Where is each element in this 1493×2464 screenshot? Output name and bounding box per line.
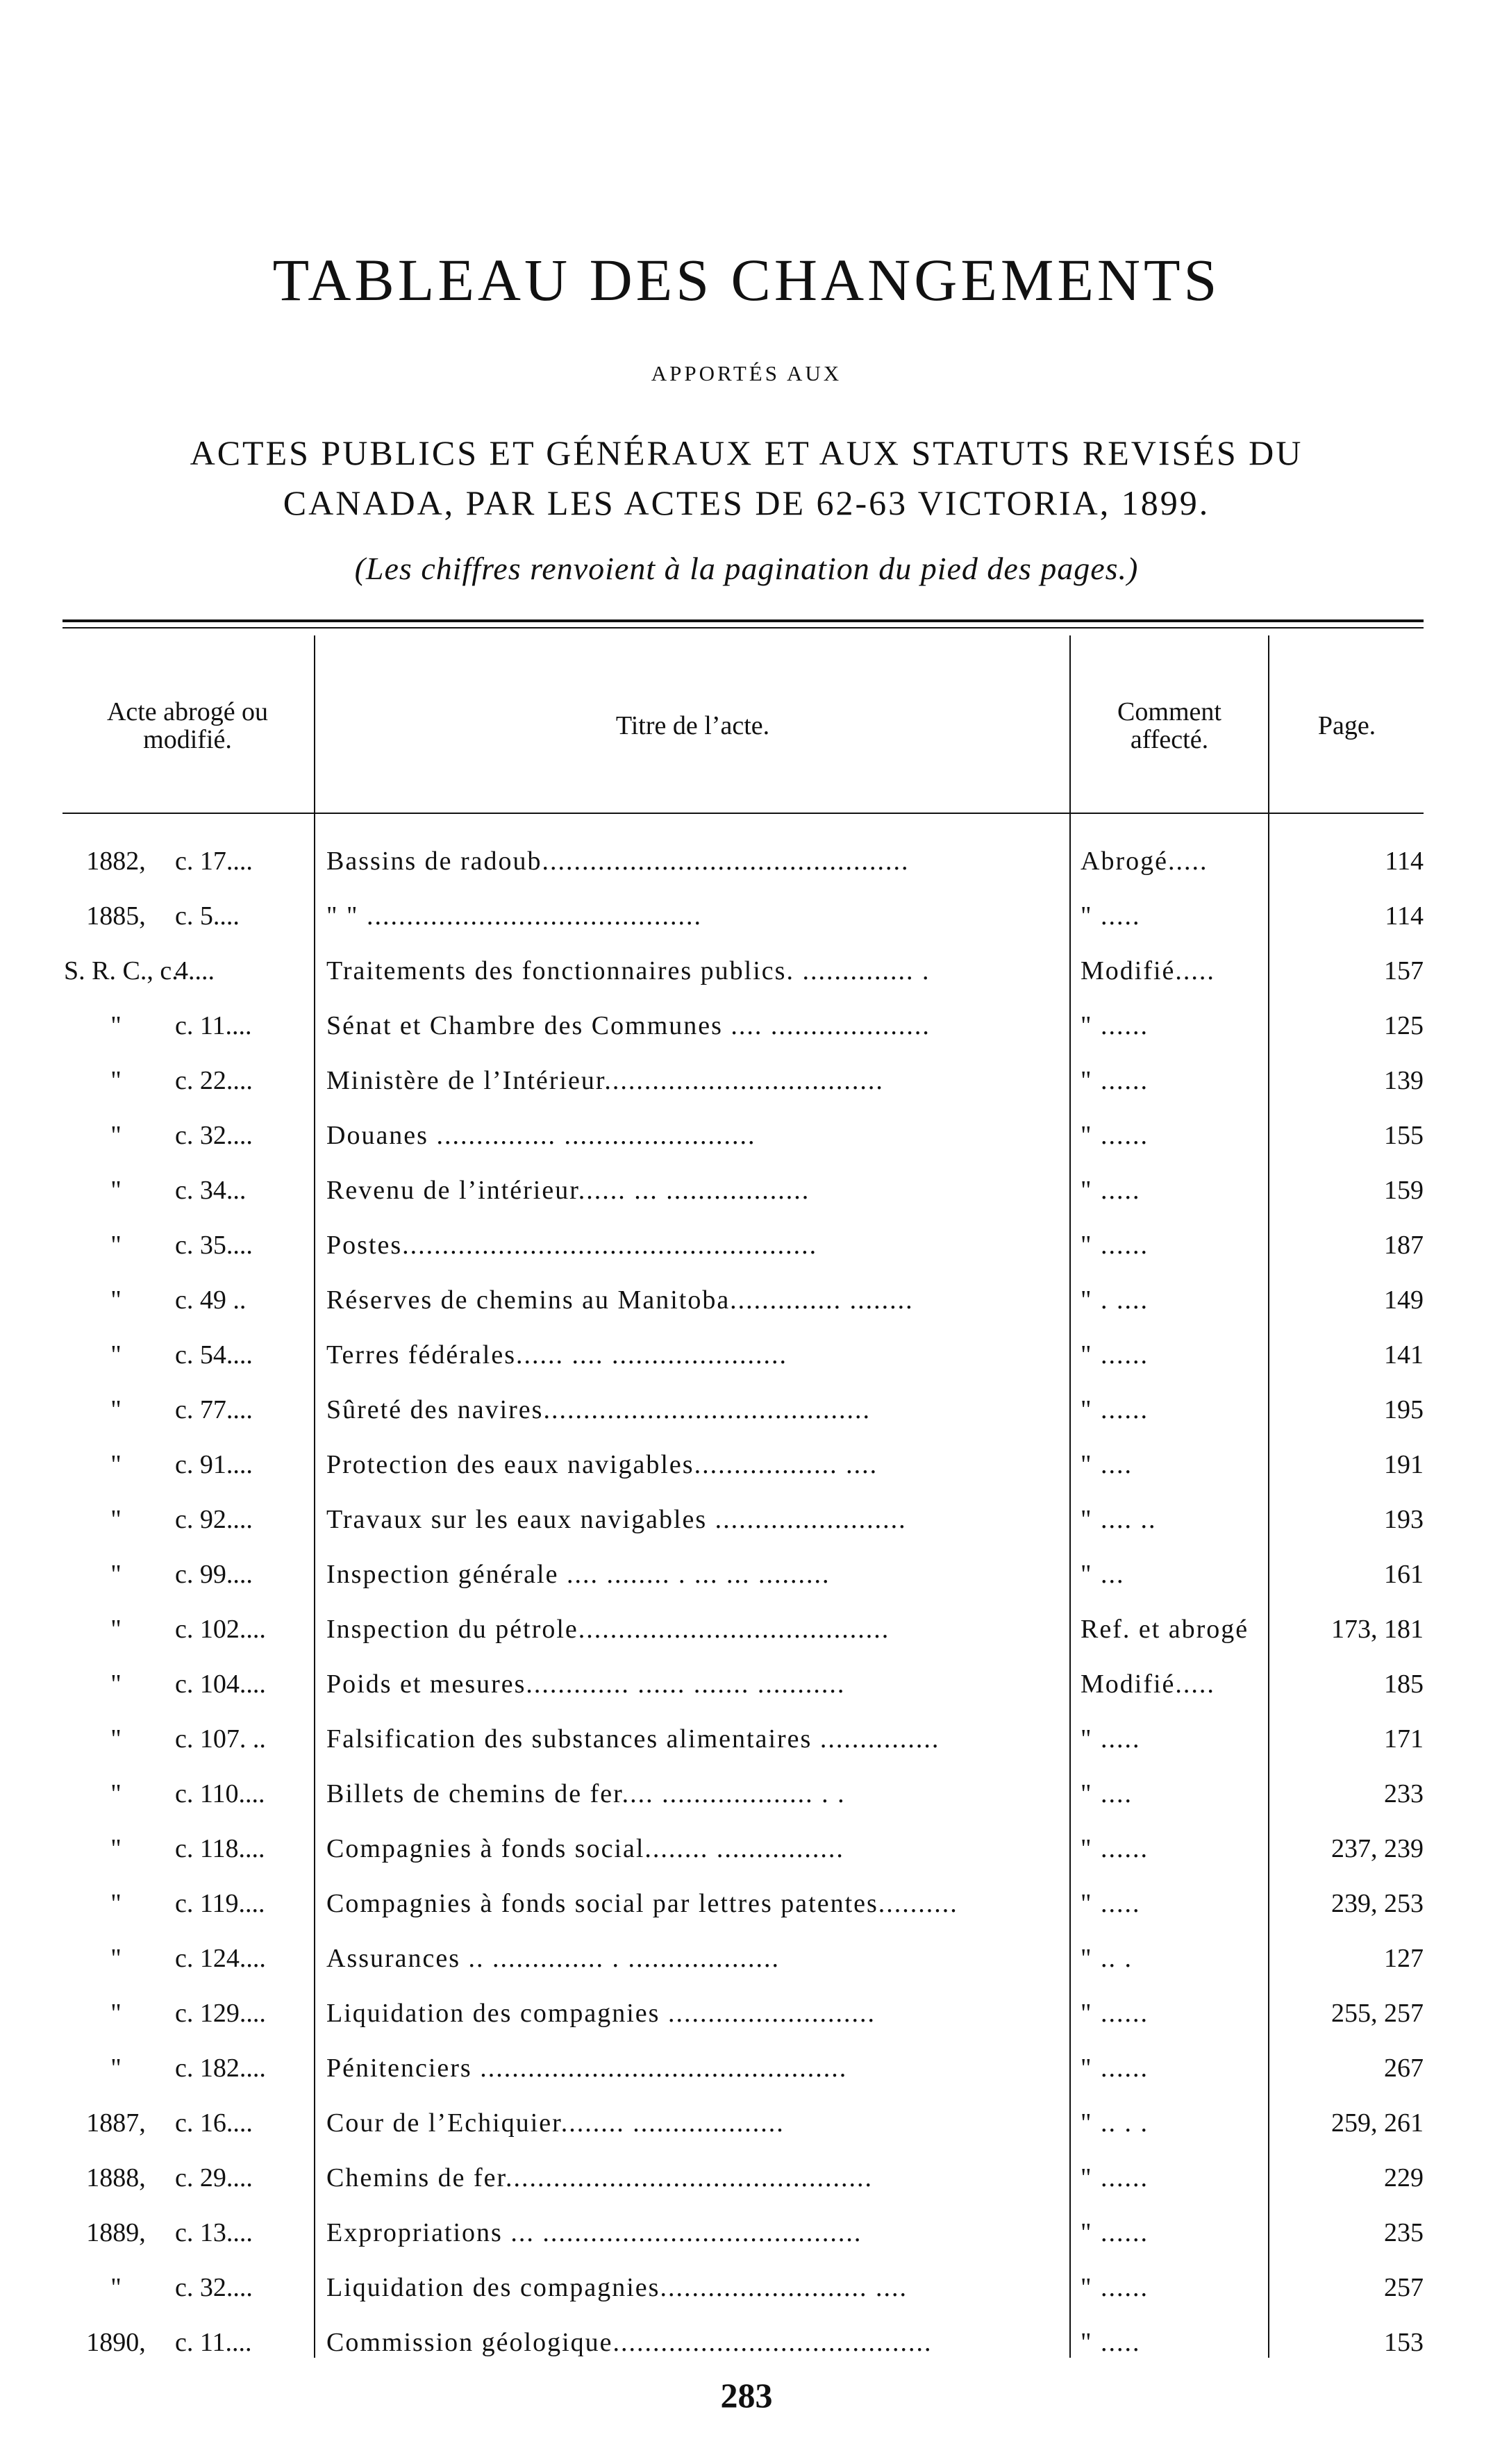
table-row bbox=[0, 2047, 1493, 2102]
act-year: " bbox=[110, 1066, 122, 1095]
how-affected: " ...... bbox=[1081, 2163, 1149, 2192]
page-ref: 155 bbox=[1384, 1121, 1424, 1150]
page-ref: 157 bbox=[1384, 956, 1424, 985]
act-year: " bbox=[110, 1011, 122, 1040]
act-year: " bbox=[110, 2054, 122, 2083]
act-title: Compagnies à fonds social........ ................ bbox=[326, 1834, 844, 1863]
page-title: TABLEAU DES CHANGEMENTS bbox=[272, 247, 1221, 313]
act-year: " bbox=[110, 1340, 122, 1370]
act-year: " bbox=[110, 1395, 122, 1424]
how-affected: " .. . . bbox=[1081, 2108, 1149, 2138]
act-title: Réserves de chemins au Manitoba.............. ........ bbox=[326, 1285, 914, 1315]
table-row bbox=[0, 1828, 1493, 1883]
column-header-act-line-2: modifié. bbox=[143, 725, 232, 754]
table-row bbox=[0, 2102, 1493, 2157]
act-year: " bbox=[110, 1889, 122, 1918]
act-year: " bbox=[110, 1999, 122, 2028]
act-title: Protection des eaux navigables.................. .... bbox=[326, 1450, 878, 1479]
act-title: Assurances .. .............. . ................... bbox=[326, 1944, 781, 1973]
column-header-how-line-1: Comment bbox=[1117, 697, 1221, 726]
act-chapter: c. 129.... bbox=[175, 1999, 266, 2028]
act-title: Billets de chemins de fer.... ................... . . bbox=[326, 1779, 846, 1808]
page-ref: 255, 257 bbox=[1331, 1999, 1424, 2028]
page-ref: 267 bbox=[1384, 2054, 1424, 2083]
act-year: 1889, bbox=[86, 2218, 146, 2247]
act-year: 1885, bbox=[86, 901, 146, 931]
how-affected: " ..... bbox=[1081, 1724, 1141, 1754]
act-year: S. R. C., c. bbox=[64, 956, 178, 985]
act-year: " bbox=[110, 1724, 122, 1754]
act-title: Revenu de l’intérieur...... ... .................. bbox=[326, 1176, 810, 1205]
page-ref: 187 bbox=[1384, 1231, 1424, 1260]
subtitle: APPORTÉS AUX bbox=[651, 361, 842, 385]
page-ref: 114 bbox=[1385, 901, 1424, 931]
act-year: " bbox=[110, 1121, 122, 1150]
act-chapter: c. 110.... bbox=[175, 1779, 265, 1808]
column-header-act bbox=[66, 698, 309, 754]
page-ref: 125 bbox=[1384, 1011, 1424, 1040]
table-row bbox=[0, 1663, 1493, 1718]
act-year: 1890, bbox=[86, 2328, 146, 2357]
table-row bbox=[0, 1224, 1493, 1279]
act-chapter: c. 32.... bbox=[175, 1121, 253, 1150]
table-row bbox=[0, 840, 1493, 895]
act-chapter: c. 32.... bbox=[175, 2273, 253, 2302]
page-ref: 195 bbox=[1384, 1395, 1424, 1424]
act-chapter: c. 182.... bbox=[175, 2054, 266, 2083]
page-ref: 229 bbox=[1384, 2163, 1424, 2192]
table-row bbox=[0, 1115, 1493, 1169]
act-chapter: c. 92.... bbox=[175, 1505, 253, 1534]
act-title: Travaux sur les eaux navigables ........................ bbox=[326, 1505, 907, 1534]
act-title: Poids et mesures............. ...... ....... ........... bbox=[326, 1670, 846, 1699]
act-chapter: c. 107. .. bbox=[175, 1724, 266, 1754]
act-chapter: c. 77.... bbox=[175, 1395, 253, 1424]
how-affected: " ...... bbox=[1081, 1340, 1149, 1370]
act-chapter: c. 22.... bbox=[175, 1066, 253, 1095]
act-chapter: c. 118.... bbox=[175, 1834, 265, 1863]
how-affected: " .... .. bbox=[1081, 1505, 1157, 1534]
table-row bbox=[0, 1169, 1493, 1224]
how-affected: " ..... bbox=[1081, 2328, 1141, 2357]
act-chapter: 4.... bbox=[175, 956, 215, 985]
page-ref: 193 bbox=[1384, 1505, 1424, 1534]
table-row bbox=[0, 1554, 1493, 1608]
table-row bbox=[0, 1883, 1493, 1938]
act-title: Sénat et Chambre des Communes .... .................... bbox=[326, 1011, 931, 1040]
page-ref: 237, 239 bbox=[1331, 1834, 1424, 1863]
act-year: " bbox=[110, 2273, 122, 2302]
how-affected: " ..... bbox=[1081, 1176, 1141, 1205]
table-row bbox=[0, 1773, 1493, 1828]
table-row bbox=[0, 2212, 1493, 2267]
page-ref: 153 bbox=[1384, 2328, 1424, 2357]
page-ref: 173, 181 bbox=[1331, 1615, 1424, 1644]
page-ref: 257 bbox=[1384, 2273, 1424, 2302]
column-header-how-line-2: affecté. bbox=[1130, 725, 1209, 754]
table-row bbox=[0, 1444, 1493, 1499]
table-row bbox=[0, 1389, 1493, 1444]
table-row bbox=[0, 1279, 1493, 1334]
table-row bbox=[0, 2267, 1493, 2322]
page-ref: 185 bbox=[1384, 1670, 1424, 1699]
act-title: Expropriations ... ........................................ bbox=[326, 2218, 862, 2247]
table-row bbox=[0, 2157, 1493, 2212]
act-title: " " .......................................... bbox=[326, 901, 703, 931]
act-year: 1882, bbox=[86, 847, 146, 876]
act-chapter: c. 16.... bbox=[175, 2108, 253, 2138]
page-ref: 171 bbox=[1384, 1724, 1424, 1754]
act-title: Bassins de radoub.............................................. bbox=[326, 847, 910, 876]
act-title: Liquidation des compagnies .......................... bbox=[326, 1999, 876, 2028]
act-chapter: c. 104.... bbox=[175, 1670, 266, 1699]
how-affected: Ref. et abrogé bbox=[1081, 1615, 1249, 1644]
table-row bbox=[0, 1992, 1493, 2047]
act-title: Postes.................................................... bbox=[326, 1231, 818, 1260]
act-year: " bbox=[110, 1779, 122, 1808]
act-chapter: c. 119.... bbox=[175, 1889, 265, 1918]
act-title: Liquidation des compagnies.......................... .... bbox=[326, 2273, 908, 2302]
table-row bbox=[0, 1060, 1493, 1115]
act-year: " bbox=[110, 1560, 122, 1589]
act-chapter: c. 124.... bbox=[175, 1944, 266, 1973]
table-row bbox=[0, 1608, 1493, 1663]
column-header-how bbox=[1073, 698, 1266, 754]
how-affected: " ...... bbox=[1081, 1011, 1149, 1040]
act-chapter: c. 17.... bbox=[175, 847, 253, 876]
act-year: " bbox=[110, 1670, 122, 1699]
act-title: Pénitenciers .............................................. bbox=[326, 2054, 848, 2083]
table-row bbox=[0, 1718, 1493, 1773]
act-chapter: c. 49 .. bbox=[175, 1285, 247, 1315]
act-title: Cour de l’Echiquier........ ................... bbox=[326, 2108, 785, 2138]
act-chapter: c. 13.... bbox=[175, 2218, 253, 2247]
page-ref: 149 bbox=[1384, 1285, 1424, 1315]
column-header-title: Titre de l’acte. bbox=[615, 711, 770, 740]
act-year: 1887, bbox=[86, 2108, 146, 2138]
how-affected: " ...... bbox=[1081, 2054, 1149, 2083]
act-title: Traitements des fonctionnaires publics. .............. . bbox=[326, 956, 931, 985]
how-affected: " ... bbox=[1081, 1560, 1125, 1589]
act-year: " bbox=[110, 1834, 122, 1863]
act-title: Ministère de l’Intérieur................................... bbox=[326, 1066, 884, 1095]
act-title: Inspection du pétrole....................................... bbox=[326, 1615, 890, 1644]
how-affected: " .. . bbox=[1081, 1944, 1133, 1973]
act-chapter: c. 11.... bbox=[175, 2328, 252, 2357]
table-row bbox=[0, 2322, 1493, 2376]
pagination-note: (Les chiffres renvoient à la pagination du pied des pages.) bbox=[354, 551, 1139, 586]
table-row bbox=[0, 950, 1493, 1005]
heading-line-1: ACTES PUBLICS ET GÉNÉRAUX ET AUX STATUTS REVISÉS DU bbox=[190, 433, 1303, 472]
page-ref: 239, 253 bbox=[1331, 1889, 1424, 1918]
table-row bbox=[0, 1005, 1493, 1060]
act-chapter: c. 5.... bbox=[175, 901, 240, 931]
table-row bbox=[0, 1334, 1493, 1389]
how-affected: " ...... bbox=[1081, 1121, 1149, 1150]
act-chapter: c. 99.... bbox=[175, 1560, 253, 1589]
page-ref: 141 bbox=[1384, 1340, 1424, 1370]
page-ref: 127 bbox=[1384, 1944, 1424, 1973]
act-title: Commission géologique........................................ bbox=[326, 2328, 933, 2357]
how-affected: " ...... bbox=[1081, 1231, 1149, 1260]
how-affected: " ...... bbox=[1081, 1999, 1149, 2028]
page-ref: 259, 261 bbox=[1331, 2108, 1424, 2138]
act-year: " bbox=[110, 1944, 122, 1973]
act-title: Compagnies à fonds social par lettres patentes.......... bbox=[326, 1889, 958, 1918]
how-affected: " ...... bbox=[1081, 1395, 1149, 1424]
act-title: Terres fédérales...... .... ...................... bbox=[326, 1340, 788, 1370]
how-affected: " ...... bbox=[1081, 1834, 1149, 1863]
how-affected: Modifié..... bbox=[1081, 956, 1215, 985]
how-affected: " ...... bbox=[1081, 1066, 1149, 1095]
act-chapter: c. 91.... bbox=[175, 1450, 253, 1479]
act-chapter: c. 29.... bbox=[175, 2163, 253, 2192]
page-ref: 233 bbox=[1384, 1779, 1424, 1808]
how-affected: " .... bbox=[1081, 1779, 1133, 1808]
column-header-page: Page. bbox=[1317, 711, 1376, 740]
act-chapter: c. 35.... bbox=[175, 1231, 253, 1260]
act-title: Douanes ............... ........................ bbox=[326, 1121, 756, 1150]
how-affected: Abrogé..... bbox=[1081, 847, 1208, 876]
page-ref: 139 bbox=[1384, 1066, 1424, 1095]
how-affected: " . .... bbox=[1081, 1285, 1149, 1315]
act-year: " bbox=[110, 1176, 122, 1205]
table-row bbox=[0, 1938, 1493, 1992]
act-title: Sûreté des navires......................................... bbox=[326, 1395, 871, 1424]
act-chapter: c. 102.... bbox=[175, 1615, 266, 1644]
act-chapter: c. 54.... bbox=[175, 1340, 253, 1370]
how-affected: " .... bbox=[1081, 1450, 1133, 1479]
table-top-rule bbox=[62, 619, 1424, 622]
how-affected: " ..... bbox=[1081, 901, 1141, 931]
table-top-rule-2 bbox=[62, 627, 1424, 629]
heading-line-2: CANADA, PAR LES ACTES DE 62-63 VICTORIA, 1899. bbox=[283, 483, 1210, 522]
how-affected: " ..... bbox=[1081, 1889, 1141, 1918]
header-bottom-rule bbox=[62, 813, 1424, 814]
act-year: 1888, bbox=[86, 2163, 146, 2192]
act-year: " bbox=[110, 1615, 122, 1644]
act-title: Falsification des substances alimentaires ............... bbox=[326, 1724, 940, 1754]
act-chapter: c. 11.... bbox=[175, 1011, 252, 1040]
page-ref: 235 bbox=[1384, 2218, 1424, 2247]
how-affected: " ...... bbox=[1081, 2273, 1149, 2302]
table-row bbox=[0, 1499, 1493, 1554]
act-year: " bbox=[110, 1285, 122, 1315]
act-year: " bbox=[110, 1505, 122, 1534]
page-ref: 191 bbox=[1384, 1450, 1424, 1479]
act-chapter: c. 34... bbox=[175, 1176, 247, 1205]
act-title: Chemins de fer.............................................. bbox=[326, 2163, 874, 2192]
how-affected: Modifié..... bbox=[1081, 1670, 1215, 1699]
how-affected: " ...... bbox=[1081, 2218, 1149, 2247]
page-ref: 161 bbox=[1384, 1560, 1424, 1589]
page-number: 283 bbox=[720, 2376, 773, 2415]
act-year: " bbox=[110, 1231, 122, 1260]
act-title: Inspection générale .... ........ . ... ... ......... bbox=[326, 1560, 831, 1589]
act-year: " bbox=[110, 1450, 122, 1479]
table-row bbox=[0, 895, 1493, 950]
page-ref: 159 bbox=[1384, 1176, 1424, 1205]
page-ref: 114 bbox=[1385, 847, 1424, 876]
heading bbox=[76, 428, 1417, 528]
column-header-act-line-1: Acte abrogé ou bbox=[106, 697, 269, 726]
